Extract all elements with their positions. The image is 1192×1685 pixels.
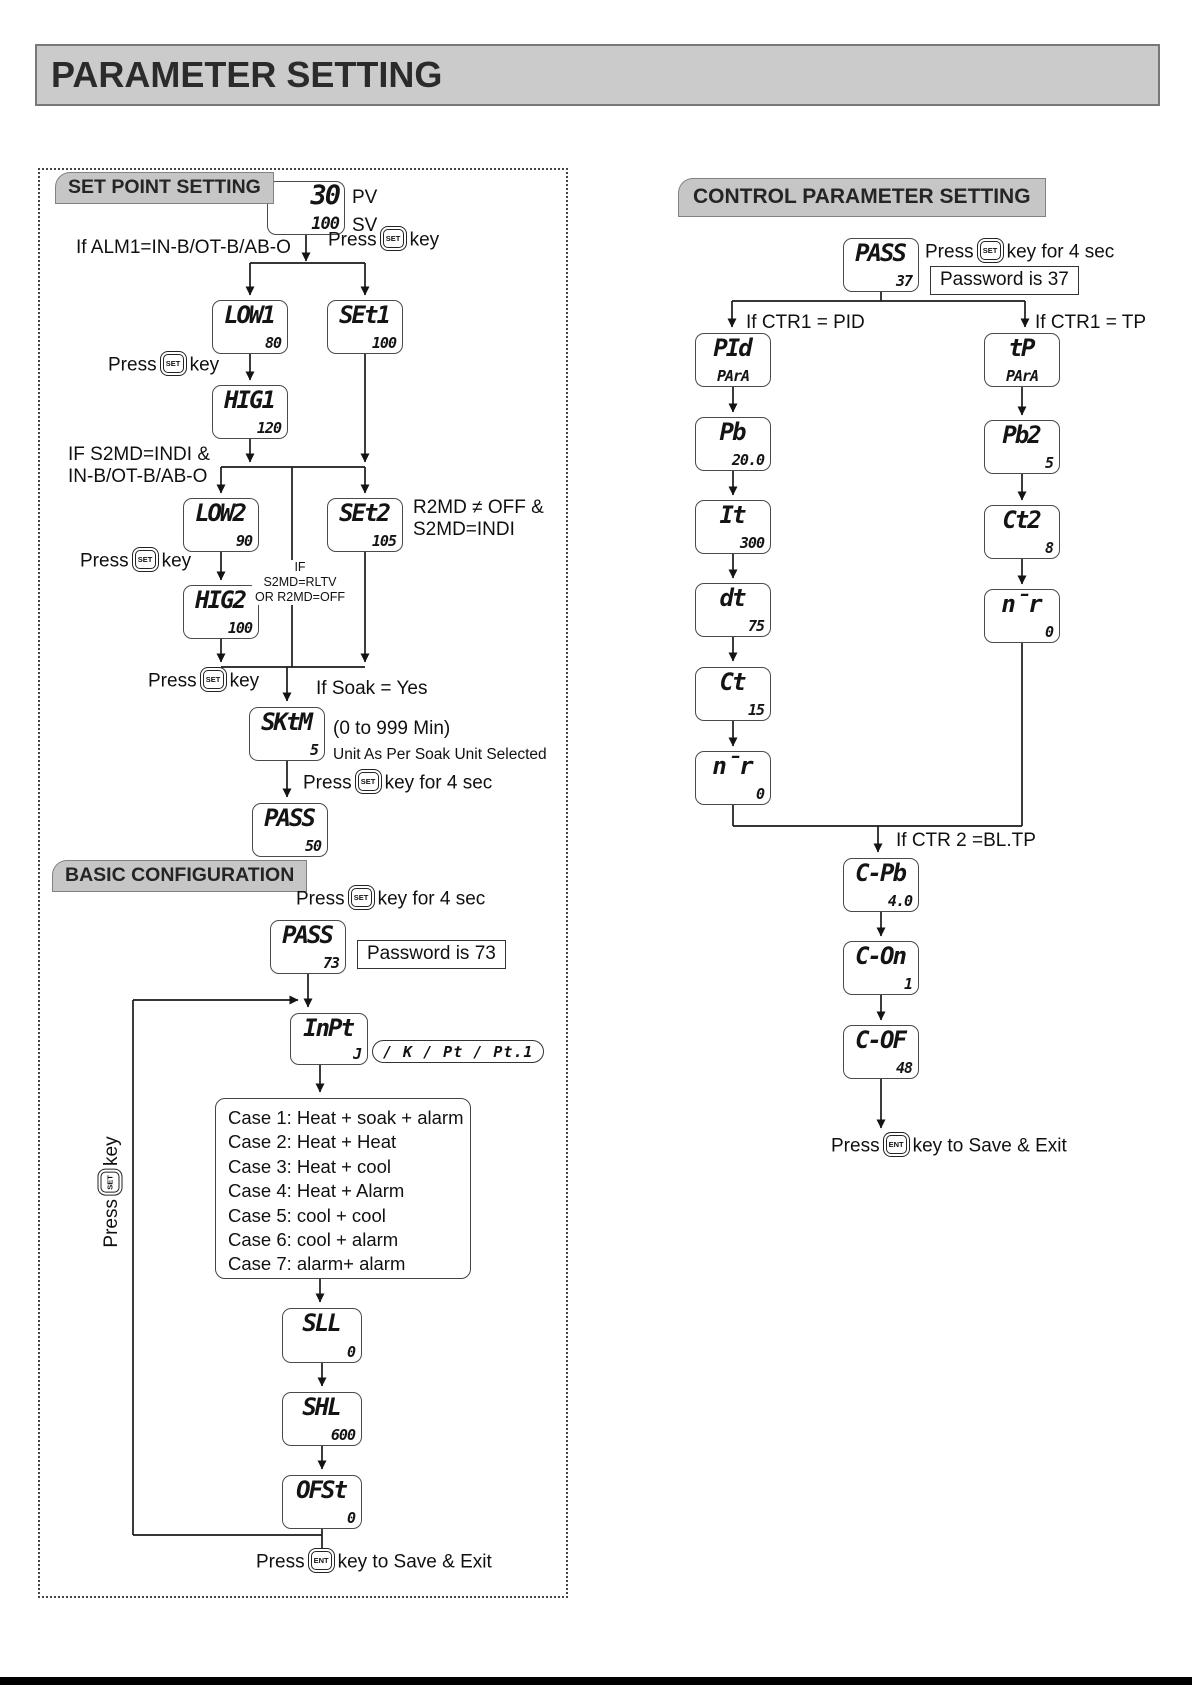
press-set-note-rotated: Press SET key	[100, 1136, 125, 1247]
bottom-rule	[0, 1677, 1192, 1685]
set-key-icon: SET	[160, 351, 187, 376]
display-set2: SEt2 105	[327, 498, 403, 552]
display-pass-37: PASS 37	[843, 238, 919, 292]
condition-ctr2-bltp: If CTR 2 =BL.TP	[896, 830, 1036, 851]
case-item: Case 4: Heat + Alarm	[228, 1180, 405, 1202]
display-nr-2: n̄r 0	[984, 589, 1060, 643]
section-label-basic-config: BASIC CONFIGURATION	[52, 860, 307, 892]
display-ct: Ct 15	[695, 667, 771, 721]
display-it: It 300	[695, 500, 771, 554]
case-item: Case 7: alarm+ alarm	[228, 1253, 406, 1275]
ent-key-icon: ENT	[308, 1548, 335, 1573]
display-sll: SLL 0	[282, 1308, 362, 1363]
input-options-note: / K / Pt / Pt.1	[372, 1040, 544, 1063]
press-set-4sec-note-1: Press SET key for 4 sec	[303, 771, 492, 796]
set-key-icon: SET	[98, 1169, 123, 1196]
condition-soak: If Soak = Yes	[316, 678, 428, 699]
page-title-bar	[35, 44, 1160, 106]
display-c-of: C-OF 48	[843, 1025, 919, 1079]
case-item: Case 1: Heat + soak + alarm	[228, 1107, 464, 1128]
condition-s2md: IF S2MD=INDI & IN-B/OT-B/AB-O	[68, 444, 210, 487]
section-label-control-param: CONTROL PARAMETER SETTING	[678, 178, 1046, 217]
display-pass-50: PASS 50	[252, 803, 328, 857]
press-set-note-2: Press SET key	[108, 353, 219, 378]
set-key-icon: SET	[348, 885, 375, 910]
password-37-note: Password is 37	[930, 266, 1079, 295]
display-tp: tP PArA	[984, 333, 1060, 387]
set-key-icon: SET	[977, 238, 1004, 263]
condition-r2md: R2MD ≠ OFF & S2MD=INDI	[413, 497, 544, 540]
press-ent-note-1: Press ENT key to Save & Exit	[256, 1550, 492, 1575]
case-item: Case 6: cool + alarm	[228, 1229, 399, 1251]
display-c-pb: C-Pb 4.0	[843, 858, 919, 912]
sv-label: SV	[352, 215, 378, 236]
press-set-4sec-note-3: Press SET key for 4 sec	[925, 240, 1114, 265]
display-hig1: HIG1 120	[212, 385, 288, 439]
display-hig2: HIG2 100	[183, 585, 259, 639]
set-key-icon: SET	[355, 769, 382, 794]
display-shl: SHL 600	[282, 1392, 362, 1446]
set-key-icon: SET	[132, 547, 159, 572]
display-inpt: InPt J	[290, 1013, 368, 1065]
section-label-set-point: SET POINT SETTING	[55, 172, 274, 204]
soak-range-note: (0 to 999 Min)	[333, 718, 451, 739]
sv-value: 100	[311, 214, 339, 234]
display-c-on: C-On 1	[843, 941, 919, 995]
soak-unit-note: Unit As Per Soak Unit Selected	[333, 746, 547, 763]
press-text-post: key	[409, 229, 440, 251]
press-text: Press	[328, 229, 377, 251]
condition-mid-branch: IF S2MD=RLTV OR R2MD=OFF	[252, 560, 348, 605]
case-item: Case 3: Heat + cool	[228, 1155, 391, 1177]
display-ofst: OFSt 0	[282, 1475, 362, 1529]
pv-value: 30	[310, 180, 339, 211]
case-item: Case 5: cool + cool	[228, 1204, 386, 1226]
display-pb2: Pb2 5	[984, 420, 1060, 474]
display-dt: dt 75	[695, 583, 771, 637]
set-key-icon: SET	[200, 667, 227, 692]
press-set-note-3: Press SET key	[80, 549, 191, 574]
display-pb: Pb 20.0	[695, 417, 771, 471]
display-low1: LOW1 80	[212, 300, 288, 354]
display-pass-73: PASS 73	[270, 920, 346, 974]
display-ct2: Ct2 8	[984, 505, 1060, 559]
press-set-note-1	[328, 228, 439, 253]
case-item: Case 2: Heat + Heat	[228, 1131, 397, 1153]
condition-alm1: If ALM1=IN-B/OT-B/AB-O	[76, 237, 291, 258]
condition-ctr1-tp: If CTR1 = TP	[1035, 312, 1147, 333]
display-pid: PId PArA	[695, 333, 771, 387]
display-pv-sv	[267, 181, 345, 235]
pv-label: PV	[352, 187, 378, 208]
press-ent-note-2: Press ENT key to Save & Exit	[831, 1134, 1067, 1159]
password-73-note: Password is 73	[357, 940, 506, 969]
set-key-icon: SET	[380, 226, 407, 251]
display-set1: SEt1 100	[327, 300, 403, 354]
page-title: PARAMETER SETTING	[51, 54, 443, 95]
ent-key-icon: ENT	[883, 1132, 910, 1157]
display-sktm: SKtM 5	[249, 707, 325, 761]
display-nr-1: n̄r 0	[695, 751, 771, 805]
press-set-4sec-note-2: Press SET key for 4 sec	[296, 887, 485, 912]
cases-list	[215, 1098, 471, 1279]
press-set-note-4: Press SET key	[148, 669, 259, 694]
condition-ctr1-pid: If CTR1 = PID	[746, 312, 865, 333]
display-low2: LOW2 90	[183, 498, 259, 552]
